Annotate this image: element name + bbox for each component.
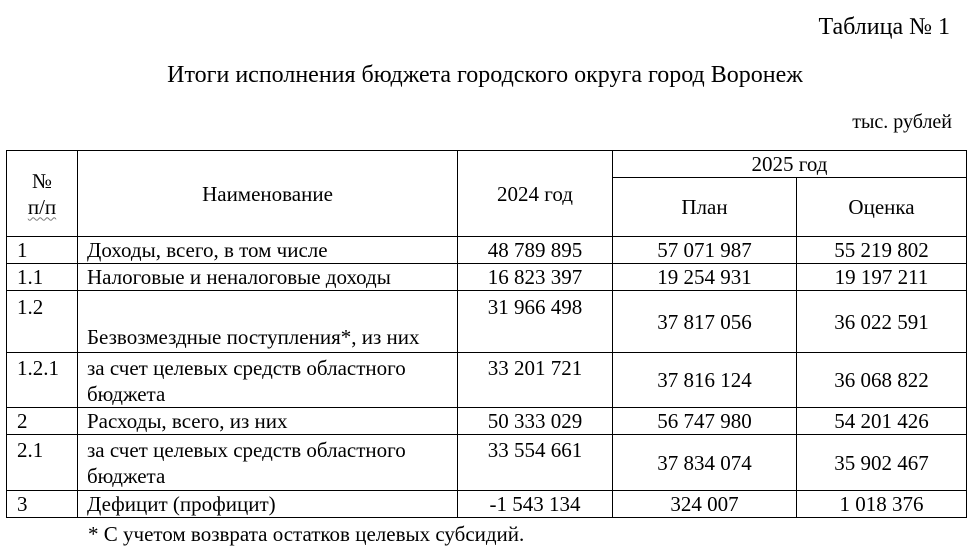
table-row (7, 491, 967, 518)
row-plan: 56 747 980 (613, 408, 797, 435)
row-2024: -1 543 134 (458, 491, 613, 518)
row-number: 2.1 (7, 435, 78, 491)
row-plan: 57 071 987 (613, 237, 797, 264)
row-2024: 48 789 895 (458, 237, 613, 264)
row-number: 1.1 (7, 264, 78, 291)
row-name: Дефицит (профицит) (78, 491, 458, 518)
row-number: 1 (7, 237, 78, 264)
row-estimate: 36 068 822 (797, 353, 967, 408)
row-2024: 16 823 397 (458, 264, 613, 291)
row-2024: 33 554 661 (458, 435, 613, 491)
row-2024: 31 966 498 (458, 291, 613, 353)
header-number-symbol: № (31, 168, 53, 193)
row-name: за счет целевых средств областного бюджета (78, 353, 458, 408)
row-number: 1.2 (7, 291, 78, 353)
header-2024: 2024 год (458, 151, 613, 237)
row-2024: 50 333 029 (458, 408, 613, 435)
header-number-pp: п/п (27, 194, 57, 219)
row-number: 3 (7, 491, 78, 518)
table-row (7, 264, 967, 291)
row-estimate: 1 018 376 (797, 491, 967, 518)
row-estimate: 36 022 591 (797, 291, 967, 353)
row-plan: 37 817 056 (613, 291, 797, 353)
row-name: Доходы, всего, в том числе (78, 237, 458, 264)
table-row (7, 408, 967, 435)
header-2025-group: 2025 год (613, 151, 967, 178)
table-row (7, 237, 967, 264)
row-estimate: 54 201 426 (797, 408, 967, 435)
row-plan: 19 254 931 (613, 264, 797, 291)
row-estimate: 35 902 467 (797, 435, 967, 491)
row-estimate: 19 197 211 (797, 264, 967, 291)
table-row (7, 291, 967, 353)
row-name: Безвозмездные поступления*, из них (78, 291, 458, 353)
footnote: * С учетом возврата остатков целевых субсидий. (88, 522, 525, 546)
row-number: 2 (7, 408, 78, 435)
header-name: Наименование (78, 151, 458, 237)
table-row (7, 353, 967, 408)
document-title-text: Итоги исполнения бюджета городского округа город Воронеж (167, 62, 803, 88)
table-row (7, 435, 967, 491)
table-number: Таблица № 1 (818, 14, 950, 40)
row-2024: 33 201 721 (458, 353, 613, 408)
row-plan: 37 834 074 (613, 435, 797, 491)
row-number: 1.2.1 (7, 353, 78, 408)
header-row-1 (7, 151, 967, 178)
row-name: за счет целевых средств областного бюджета (78, 435, 458, 491)
header-plan: План (613, 178, 797, 237)
units-label: тыс. рублей (852, 111, 952, 133)
document-title (0, 60, 976, 90)
header-estimate: Оценка (797, 178, 967, 237)
row-plan: 324 007 (613, 491, 797, 518)
row-plan: 37 816 124 (613, 353, 797, 408)
header-number (7, 151, 78, 237)
budget-table (6, 150, 967, 518)
row-name: Расходы, всего, из них (78, 408, 458, 435)
row-name: Налоговые и неналоговые доходы (78, 264, 458, 291)
row-estimate: 55 219 802 (797, 237, 967, 264)
